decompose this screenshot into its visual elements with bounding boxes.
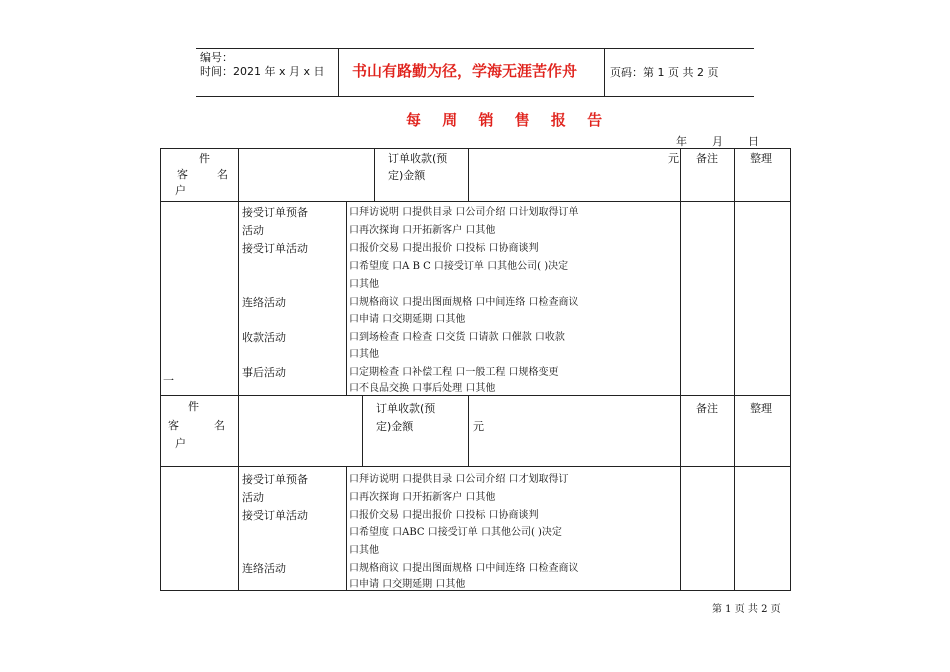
page-title: 每 周 销 售 报 告	[406, 111, 611, 129]
order-amount-label-line1: 订单收款(预	[376, 402, 436, 415]
activity-options: 口定期检查 口补偿工程 口一般工程 口规格变更	[349, 367, 559, 378]
activity-options: 口规格商议 口提出图面规格 口中间连络 口检查商议	[349, 563, 579, 574]
activity-options: 口申请 口交期延期 口其他	[349, 314, 466, 325]
activity-label: 收款活动	[242, 331, 286, 344]
margin-mark: 一	[163, 374, 174, 387]
activity-options: 口到场检查 口检查 口交货 口请款 口催款 口收款	[349, 332, 565, 343]
activity-options: 口其他	[349, 349, 379, 360]
customer-label-line2a: 客	[177, 168, 188, 181]
order-amount-label-line1: 订单收款(预	[388, 152, 448, 165]
activity-options: 口其他	[349, 279, 379, 290]
order-amount-label-line2: 定)金额	[388, 169, 426, 182]
activity-options: 口拜访说明 口提供目录 口公司介绍 口计划取得订单	[349, 207, 579, 218]
activity-label: 接受订单预备	[242, 473, 308, 486]
activity-options: 口再次探询 口开拓新客户 口其他	[349, 492, 496, 503]
unit-label: 元	[668, 152, 679, 165]
customer-label-line3: 户	[175, 437, 186, 450]
activity-options: 口不良品交换 口事后处理 口其他	[349, 383, 496, 394]
remarks-header: 备注	[696, 402, 718, 415]
header-bottom-rule	[196, 96, 754, 97]
customer-label-line2b: 名	[217, 168, 228, 181]
arrange-header: 整理	[750, 152, 772, 165]
header-motto: 书山有路勤为径，学海无涯苦作舟	[352, 62, 578, 80]
activity-options: 口希望度 口A B C 口接受订单 口其他公司( )决定	[349, 261, 569, 272]
date-line: 年 月 日	[676, 135, 760, 148]
customer-label-line2b: 名	[214, 419, 225, 432]
page-label: 页码：第 1 页 共 2 页	[610, 66, 719, 79]
header-top-rule	[196, 48, 754, 49]
header-divider-right	[604, 48, 605, 96]
activity-options: 口报价交易 口提出报价 口投标 口协商谈判	[349, 510, 539, 521]
activity-options: 口申请 口交期延期 口其他	[349, 579, 466, 590]
activity-options: 口再次探询 口开拓新客户 口其他	[349, 225, 496, 236]
activity-options: 口报价交易 口提出报价 口投标 口协商谈判	[349, 243, 539, 254]
time-label: 时间：2021 年 x 月 x 日	[200, 65, 325, 78]
activity-label: 活动	[242, 491, 264, 504]
activity-options: 口规格商议 口提出图面规格 口中间连络 口检查商议	[349, 297, 579, 308]
activity-label: 接受订单预备	[242, 206, 308, 219]
customer-label-line1: 件	[199, 152, 210, 165]
customer-label-line2a: 客	[168, 419, 179, 432]
number-label: 编号：	[200, 51, 233, 64]
activity-label: 接受订单活动	[242, 242, 308, 255]
order-amount-label-line2: 定)金额	[376, 420, 414, 433]
activity-options: 口希望度 口ABC 口接受订单 口其他公司( )决定	[349, 527, 562, 538]
customer-label-line1: 件	[188, 400, 199, 413]
customer-label-line3: 户	[175, 184, 186, 197]
activity-options: 口拜访说明 口提供目录 口公司介绍 口才划取得订	[349, 474, 569, 485]
remarks-header: 备注	[696, 152, 718, 165]
unit-label: 元	[473, 420, 484, 433]
activity-label: 事后活动	[242, 366, 286, 379]
activity-label: 接受订单活动	[242, 509, 308, 522]
header-divider-left	[338, 48, 339, 96]
activity-options: 口其他	[349, 545, 379, 556]
activity-label: 活动	[242, 224, 264, 237]
activity-label: 连络活动	[242, 296, 286, 309]
activity-label: 连络活动	[242, 562, 286, 575]
footer-page-number: 第 1 页 共 2 页	[712, 604, 781, 615]
arrange-header: 整理	[750, 402, 772, 415]
